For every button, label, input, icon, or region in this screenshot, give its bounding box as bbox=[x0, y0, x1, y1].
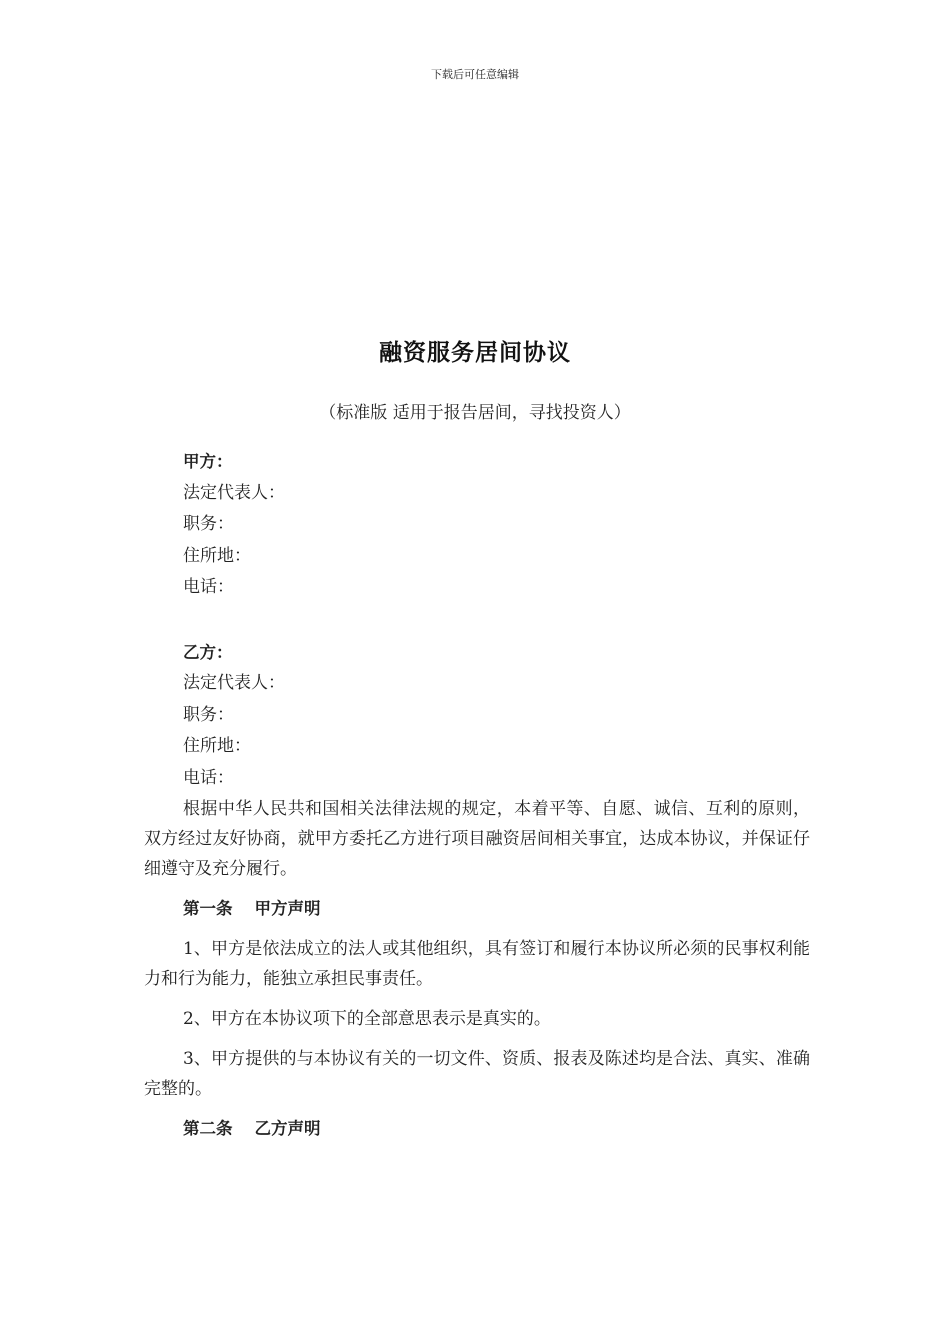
party-b-position: 职务： bbox=[183, 704, 234, 725]
party-b-address: 住所地： bbox=[183, 736, 251, 756]
header-note: 下载后可任意编辑 bbox=[431, 68, 519, 81]
article-1-item: 1、甲方是依法成立的法人或其他组织，具有签订和履行本协议所必须的民事权利能力和行为能力，能独立承担民事责任。 bbox=[144, 939, 810, 989]
party-a-phone: 电话： bbox=[183, 577, 234, 597]
article-1-heading: 甲方声明 bbox=[254, 899, 321, 918]
party-a-name: 甲方： bbox=[183, 452, 233, 471]
article-1-title bbox=[144, 894, 810, 924]
document-title: 融资服务居间协议 bbox=[379, 339, 571, 366]
spacer bbox=[144, 604, 810, 637]
article-2-number: 第二条 bbox=[183, 1119, 233, 1138]
party-b-name: 乙方： bbox=[183, 642, 233, 662]
article-2-title bbox=[144, 1114, 810, 1144]
party-a-address: 住所地： bbox=[183, 545, 251, 566]
article-1-item: 2、甲方在本协议项下的全部意思表示是真实的。 bbox=[183, 1009, 551, 1029]
article-1-item: 3、甲方提供的与本协议有关的一切文件、资质、报表及陈述均是合法、真实、准确完整的。 bbox=[144, 1049, 810, 1099]
party-b-block bbox=[144, 637, 810, 795]
article-2-heading: 乙方声明 bbox=[254, 1119, 321, 1138]
party-a-block bbox=[144, 446, 810, 604]
party-a-position: 职务： bbox=[183, 514, 234, 534]
party-a-representative: 法定代表人： bbox=[183, 482, 285, 503]
preamble-paragraph: 根据中华人民共和国相关法律法规的规定，本着平等、自愿、诚信、互利的原则，双方经过友好协商，就甲方委托乙方进行项目融资居间相关事宜，达成本协议，并保证仔细遵守及充分履行。 bbox=[144, 799, 810, 879]
document-subtitle: （标准版 适用于报告居间，寻找投资人） bbox=[319, 403, 631, 423]
article-1-number: 第一条 bbox=[183, 899, 233, 918]
document-body bbox=[144, 446, 810, 1154]
party-b-representative: 法定代表人： bbox=[183, 673, 285, 693]
party-b-phone: 电话： bbox=[183, 767, 234, 788]
